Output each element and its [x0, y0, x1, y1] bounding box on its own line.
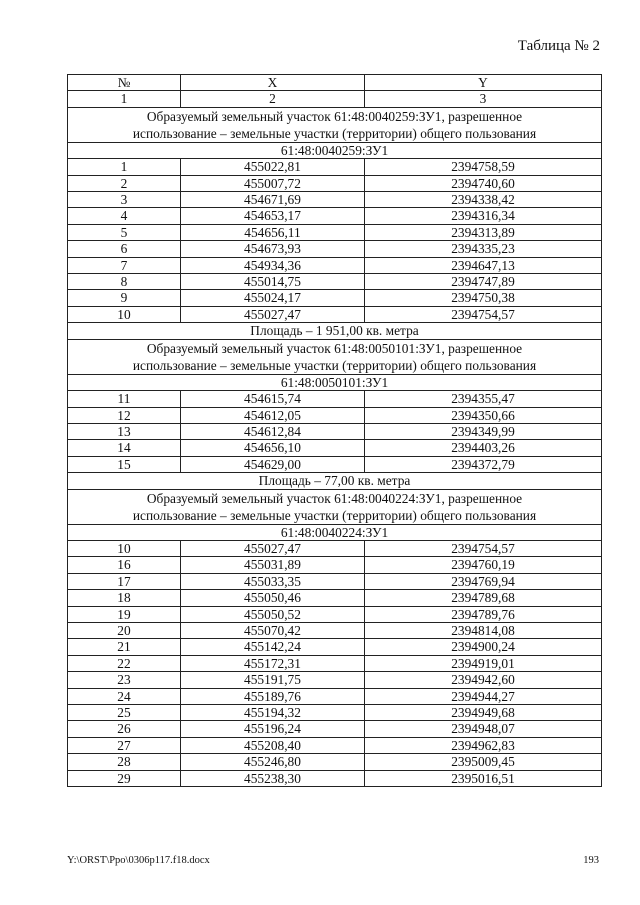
y-coordinate: 2394949,68	[365, 705, 602, 721]
y-coordinate: 2394758,59	[365, 159, 602, 175]
numbering-cell: 1	[68, 91, 181, 107]
point-number: 23	[68, 672, 181, 688]
x-coordinate: 454612,84	[181, 423, 365, 439]
section-title-line: использование – земельные участки (территории) общего пользования	[132, 125, 537, 141]
table-row	[68, 391, 602, 407]
y-coordinate: 2395009,45	[365, 754, 602, 770]
footer-file-path: Y:\ORST\Ppo\0306p117.f18.docx	[67, 855, 210, 866]
section-title	[68, 489, 602, 524]
table-row	[68, 540, 602, 556]
point-number: 19	[68, 606, 181, 622]
section-title-row	[68, 489, 602, 524]
numbering-cell: 3	[365, 91, 602, 107]
section-code-row	[68, 374, 602, 390]
x-coordinate: 455031,89	[181, 557, 365, 573]
y-coordinate: 2394740,60	[365, 175, 602, 191]
y-coordinate: 2394754,57	[365, 540, 602, 556]
section-title-line: Образуемый земельный участок 61:48:0040224:ЗУ1, разрешенное	[146, 490, 523, 506]
point-number: 9	[68, 290, 181, 306]
numbering-row	[68, 91, 602, 107]
table-row	[68, 224, 602, 240]
point-number: 25	[68, 705, 181, 721]
x-coordinate: 455142,24	[181, 639, 365, 655]
y-coordinate: 2394942,60	[365, 672, 602, 688]
x-coordinate: 455022,81	[181, 159, 365, 175]
point-number: 3	[68, 192, 181, 208]
header-x: X	[181, 75, 365, 91]
table-row	[68, 274, 602, 290]
x-coordinate: 455027,47	[181, 540, 365, 556]
point-number: 10	[68, 306, 181, 322]
y-coordinate: 2394962,83	[365, 737, 602, 753]
y-coordinate: 2394350,66	[365, 407, 602, 423]
x-coordinate: 455246,80	[181, 754, 365, 770]
y-coordinate: 2394944,27	[365, 688, 602, 704]
y-coordinate: 2394814,08	[365, 622, 602, 638]
point-number: 15	[68, 456, 181, 472]
table-row	[68, 407, 602, 423]
table-row	[68, 606, 602, 622]
point-number: 24	[68, 688, 181, 704]
table-row	[68, 754, 602, 770]
point-number: 6	[68, 241, 181, 257]
area-row	[68, 323, 602, 339]
y-coordinate: 2394313,89	[365, 224, 602, 240]
table-row	[68, 423, 602, 439]
table-row	[68, 241, 602, 257]
y-coordinate: 2395016,51	[365, 770, 602, 786]
y-coordinate: 2394338,42	[365, 192, 602, 208]
y-coordinate: 2394789,76	[365, 606, 602, 622]
x-coordinate: 455189,76	[181, 688, 365, 704]
x-coordinate: 455007,72	[181, 175, 365, 191]
y-coordinate: 2394769,94	[365, 573, 602, 589]
x-coordinate: 455196,24	[181, 721, 365, 737]
x-coordinate: 455208,40	[181, 737, 365, 753]
section-title-line: Образуемый земельный участок 61:48:0050101:ЗУ1, разрешенное	[146, 340, 523, 356]
x-coordinate: 455050,46	[181, 590, 365, 606]
point-number: 14	[68, 440, 181, 456]
y-coordinate: 2394754,57	[365, 306, 602, 322]
section-title-row	[68, 107, 602, 142]
point-number: 27	[68, 737, 181, 753]
point-number: 20	[68, 622, 181, 638]
coordinates-table-wrapper	[67, 74, 601, 787]
x-coordinate: 455191,75	[181, 672, 365, 688]
table-row	[68, 290, 602, 306]
footer-page-number: 193	[583, 855, 599, 866]
numbering-cell: 2	[181, 91, 365, 107]
table-row	[68, 159, 602, 175]
x-coordinate: 454612,05	[181, 407, 365, 423]
point-number: 12	[68, 407, 181, 423]
table-row	[68, 573, 602, 589]
y-coordinate: 2394789,68	[365, 590, 602, 606]
point-number: 16	[68, 557, 181, 573]
x-coordinate: 455050,52	[181, 606, 365, 622]
y-coordinate: 2394760,19	[365, 557, 602, 573]
section-title-line: Образуемый земельный участок 61:48:0040259:ЗУ1, разрешенное	[146, 108, 523, 124]
x-coordinate: 454629,00	[181, 456, 365, 472]
x-coordinate: 454653,17	[181, 208, 365, 224]
point-number: 21	[68, 639, 181, 655]
header-number: №	[68, 75, 181, 91]
x-coordinate: 454671,69	[181, 192, 365, 208]
x-coordinate: 455070,42	[181, 622, 365, 638]
table-row	[68, 557, 602, 573]
table-row	[68, 672, 602, 688]
table-row	[68, 192, 602, 208]
point-number: 26	[68, 721, 181, 737]
x-coordinate: 454656,11	[181, 224, 365, 240]
x-coordinate: 455238,30	[181, 770, 365, 786]
table-row	[68, 688, 602, 704]
x-coordinate: 455033,35	[181, 573, 365, 589]
section-code: 61:48:0040224:ЗУ1	[68, 524, 602, 540]
header-y: Y	[365, 75, 602, 91]
coordinates-table	[67, 74, 602, 787]
point-number: 28	[68, 754, 181, 770]
table-row	[68, 655, 602, 671]
y-coordinate: 2394349,99	[365, 423, 602, 439]
x-coordinate: 455027,47	[181, 306, 365, 322]
table-caption: Таблица № 2	[517, 38, 600, 54]
point-number: 4	[68, 208, 181, 224]
point-number: 5	[68, 224, 181, 240]
section-code-row	[68, 524, 602, 540]
point-number: 18	[68, 590, 181, 606]
table-row	[68, 622, 602, 638]
y-coordinate: 2394335,23	[365, 241, 602, 257]
point-number: 1	[68, 159, 181, 175]
section-code: 61:48:0040259:ЗУ1	[68, 142, 602, 158]
table-row	[68, 639, 602, 655]
area-row	[68, 473, 602, 489]
section-title	[68, 339, 602, 374]
table-row	[68, 306, 602, 322]
y-coordinate: 2394948,07	[365, 721, 602, 737]
x-coordinate: 454615,74	[181, 391, 365, 407]
point-number: 17	[68, 573, 181, 589]
x-coordinate: 455014,75	[181, 274, 365, 290]
y-coordinate: 2394900,24	[365, 639, 602, 655]
table-row	[68, 175, 602, 191]
point-number: 22	[68, 655, 181, 671]
table-row	[68, 456, 602, 472]
table-row	[68, 257, 602, 273]
y-coordinate: 2394403,26	[365, 440, 602, 456]
x-coordinate: 454656,10	[181, 440, 365, 456]
table-row	[68, 721, 602, 737]
point-number: 2	[68, 175, 181, 191]
table-row	[68, 590, 602, 606]
y-coordinate: 2394647,13	[365, 257, 602, 273]
y-coordinate: 2394372,79	[365, 456, 602, 472]
table-row	[68, 705, 602, 721]
header-row	[68, 75, 602, 91]
table-row	[68, 208, 602, 224]
y-coordinate: 2394750,38	[365, 290, 602, 306]
section-title-row	[68, 339, 602, 374]
section-title-line: использование – земельные участки (территории) общего пользования	[132, 507, 537, 523]
point-number: 29	[68, 770, 181, 786]
table-row	[68, 770, 602, 786]
x-coordinate: 455024,17	[181, 290, 365, 306]
area-cell: Площадь – 77,00 кв. метра	[68, 473, 602, 489]
x-coordinate: 455194,32	[181, 705, 365, 721]
section-title	[68, 107, 602, 142]
table-row	[68, 737, 602, 753]
point-number: 11	[68, 391, 181, 407]
section-code-row	[68, 142, 602, 158]
y-coordinate: 2394355,47	[365, 391, 602, 407]
point-number: 7	[68, 257, 181, 273]
x-coordinate: 454934,36	[181, 257, 365, 273]
x-coordinate: 455172,31	[181, 655, 365, 671]
y-coordinate: 2394919,01	[365, 655, 602, 671]
section-code: 61:48:0050101:ЗУ1	[68, 374, 602, 390]
point-number: 13	[68, 423, 181, 439]
x-coordinate: 454673,93	[181, 241, 365, 257]
table-row	[68, 440, 602, 456]
y-coordinate: 2394316,34	[365, 208, 602, 224]
point-number: 8	[68, 274, 181, 290]
point-number: 10	[68, 540, 181, 556]
y-coordinate: 2394747,89	[365, 274, 602, 290]
area-cell: Площадь – 1 951,00 кв. метра	[68, 323, 602, 339]
section-title-line: использование – земельные участки (территории) общего пользования	[132, 357, 537, 373]
